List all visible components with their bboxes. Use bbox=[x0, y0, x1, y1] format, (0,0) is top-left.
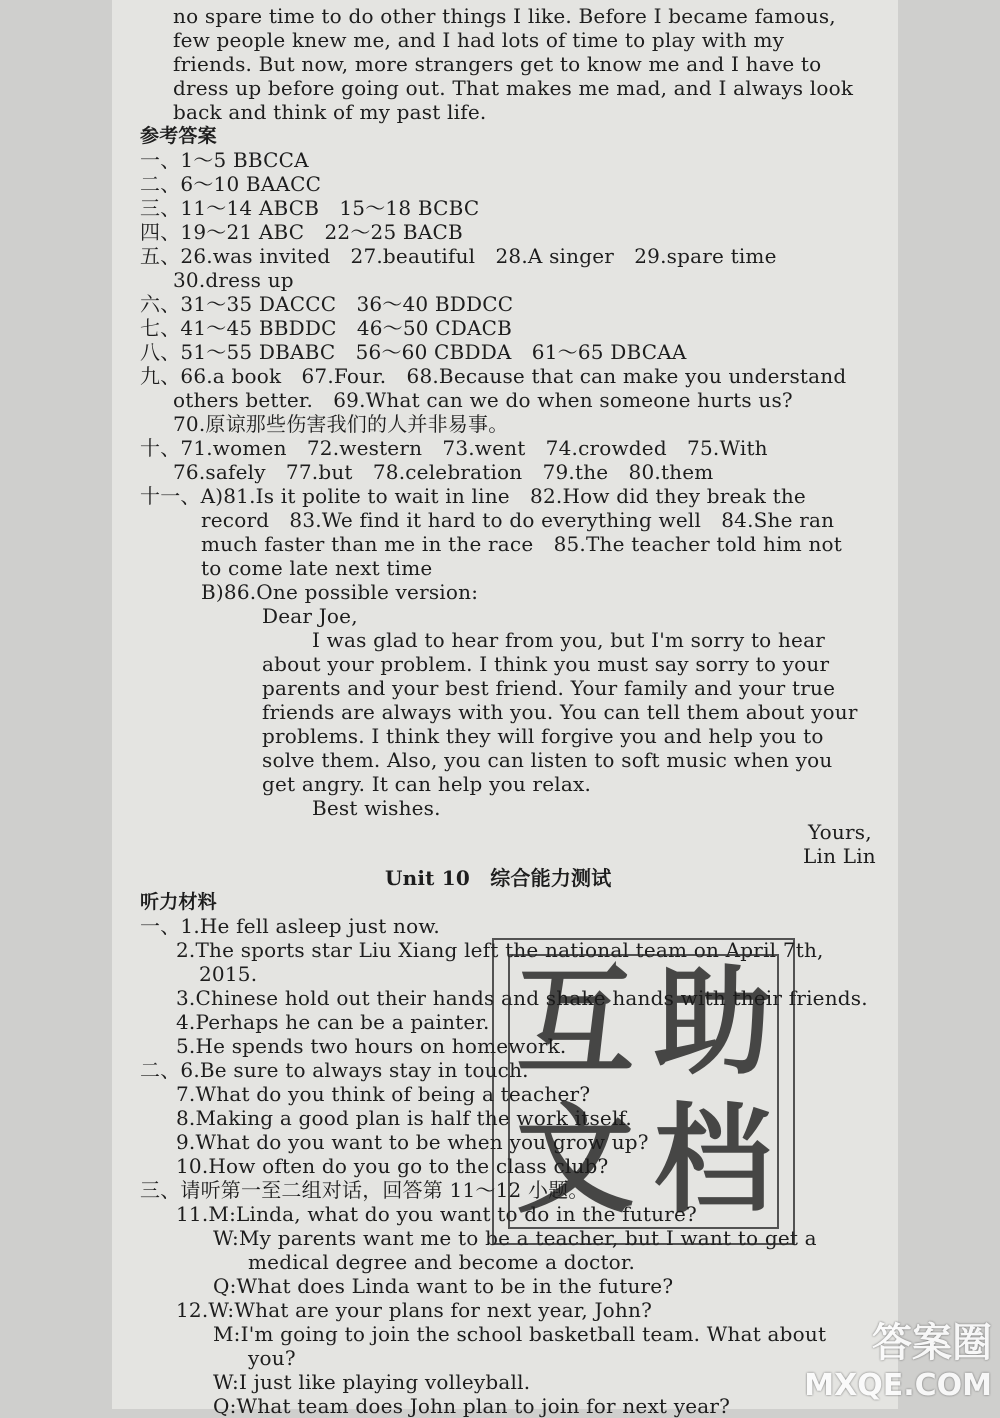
answer-line: 三、11～14 ABCB 15～18 BCBC bbox=[140, 196, 480, 220]
watermark-url: MXQE.COM bbox=[804, 1368, 992, 1403]
text-line: dress up before going out. That makes me mad, and I always look bbox=[173, 76, 854, 100]
letter-sign: Lin Lin bbox=[803, 844, 876, 868]
answer-line: 九、66.a book 67.Four. 68.Because that can make you understand bbox=[140, 364, 847, 388]
watermark-title: 答案圈 bbox=[872, 1320, 992, 1366]
answer-line: 十、71.women 72.western 73.went 74.crowded 75.With bbox=[140, 436, 768, 460]
listening-line: 三、请听第一至二组对话，回答第 11～12 小题。 bbox=[140, 1178, 589, 1202]
text-line: few people knew me, and I had lots of time to play with my bbox=[173, 28, 785, 52]
listening-line: 2.The sports star Liu Xiang left the national team on April 7th, bbox=[176, 938, 824, 962]
answer-line: 76.safely 77.but 78.celebration 79.the 80.them bbox=[173, 460, 714, 484]
listening-line: medical degree and become a doctor. bbox=[248, 1250, 636, 1274]
answer-line: much faster than me in the race 85.The teacher told him not bbox=[201, 532, 843, 556]
answer-line: 一、1～5 BBCCA bbox=[140, 148, 309, 172]
stamp-char: 助 bbox=[654, 953, 773, 1091]
answer-line: 六、31～35 DACCC 36～40 BDDCC bbox=[140, 292, 514, 316]
answer-line: to come late next time bbox=[201, 556, 433, 580]
letter-closing: Best wishes. bbox=[312, 796, 441, 820]
listening-line: you? bbox=[248, 1346, 296, 1370]
listening-line: 二、6.Be sure to always stay in touch. bbox=[140, 1058, 529, 1082]
stamp-char: 互 bbox=[516, 953, 635, 1091]
letter-line: friends are always with you. You can tell them about your bbox=[262, 700, 858, 724]
answer-line: 七、41～45 BBDDC 46～50 CDACB bbox=[140, 316, 513, 340]
answer-line: 70.原谅那些伤害我们的人并非易事。 bbox=[173, 412, 509, 436]
letter-line: parents and your best friend. Your family and your true bbox=[262, 676, 836, 700]
listening-line: M:I'm going to join the school basketball team. What about bbox=[213, 1322, 827, 1346]
listening-line: 10.How often do you go to the class club? bbox=[176, 1154, 609, 1178]
letter-sign: Yours, bbox=[808, 820, 872, 844]
site-watermark bbox=[804, 1311, 992, 1403]
answers-heading: 参考答案 bbox=[140, 125, 217, 147]
listening-line: 9.What do you want to be when you grow up? bbox=[176, 1130, 649, 1154]
answer-line: 四、19～21 ABC 22～25 BACB bbox=[140, 220, 463, 244]
answer-line: 十一、A)81.Is it polite to wait in line 82.How did they break the bbox=[140, 484, 806, 508]
watermark-stamp bbox=[492, 938, 795, 1245]
letter-line: problems. I think they will forgive you and help you to bbox=[262, 724, 824, 748]
listening-line: 5.He spends two hours on homework. bbox=[176, 1034, 567, 1058]
letter-greeting: Dear Joe, bbox=[262, 604, 358, 628]
listening-line: Q:What does Linda want to be in the future? bbox=[213, 1274, 674, 1298]
text-line: no spare time to do other things I like. Before I became famous, bbox=[173, 4, 836, 28]
answer-line: B)86.One possible version: bbox=[201, 580, 479, 604]
answer-line: 五、26.was invited 27.beautiful 28.A singer 29.spare time bbox=[140, 244, 777, 268]
letter-line: I was glad to hear from you, but I'm sorry to hear bbox=[312, 628, 825, 652]
listening-line: W:I just like playing volleyball. bbox=[213, 1370, 531, 1394]
listening-heading: 听力材料 bbox=[140, 891, 217, 913]
answer-line: 二、6～10 BAACC bbox=[140, 172, 322, 196]
letter-line: about your problem. I think you must say sorry to your bbox=[262, 652, 830, 676]
listening-line: 12.W:What are your plans for next year, John? bbox=[176, 1298, 652, 1322]
text-line: back and think of my past life. bbox=[173, 100, 487, 124]
listening-line: 3.Chinese hold out their hands and shake hands with their friends. bbox=[176, 986, 868, 1010]
listening-line: Q:What team does John plan to join for next year? bbox=[213, 1394, 731, 1418]
answer-line: 八、51～55 DBABC 56～60 CBDDA 61～65 DBCAA bbox=[140, 340, 687, 364]
listening-line: 11.M:Linda, what do you want to do in the future? bbox=[176, 1202, 697, 1226]
listening-line: 2015. bbox=[199, 962, 258, 986]
letter-line: get angry. It can help you relax. bbox=[262, 772, 592, 796]
listening-line: W:My parents want me to be a teacher, but I want to get a bbox=[213, 1226, 817, 1250]
answer-line: 30.dress up bbox=[173, 268, 294, 292]
listening-line: 8.Making a good plan is half the work itself. bbox=[176, 1106, 632, 1130]
text-line: friends. But now, more strangers get to know me and I have to bbox=[173, 52, 822, 76]
listening-line: 一、1.He fell asleep just now. bbox=[140, 914, 440, 938]
listening-line: 4.Perhaps he can be a painter. bbox=[176, 1010, 490, 1034]
stamp-char: 文 bbox=[516, 1091, 635, 1229]
stamp-char: 档 bbox=[654, 1091, 773, 1229]
unit-title: Unit 10 综合能力测试 bbox=[385, 866, 612, 890]
letter-line: solve them. Also, you can listen to soft music when you bbox=[262, 748, 833, 772]
answer-line: others better. 69.What can we do when someone hurts us? bbox=[173, 388, 793, 412]
listening-line: 7.What do you think of being a teacher? bbox=[176, 1082, 591, 1106]
answer-line: record 83.We find it hard to do everything well 84.She ran bbox=[201, 508, 835, 532]
